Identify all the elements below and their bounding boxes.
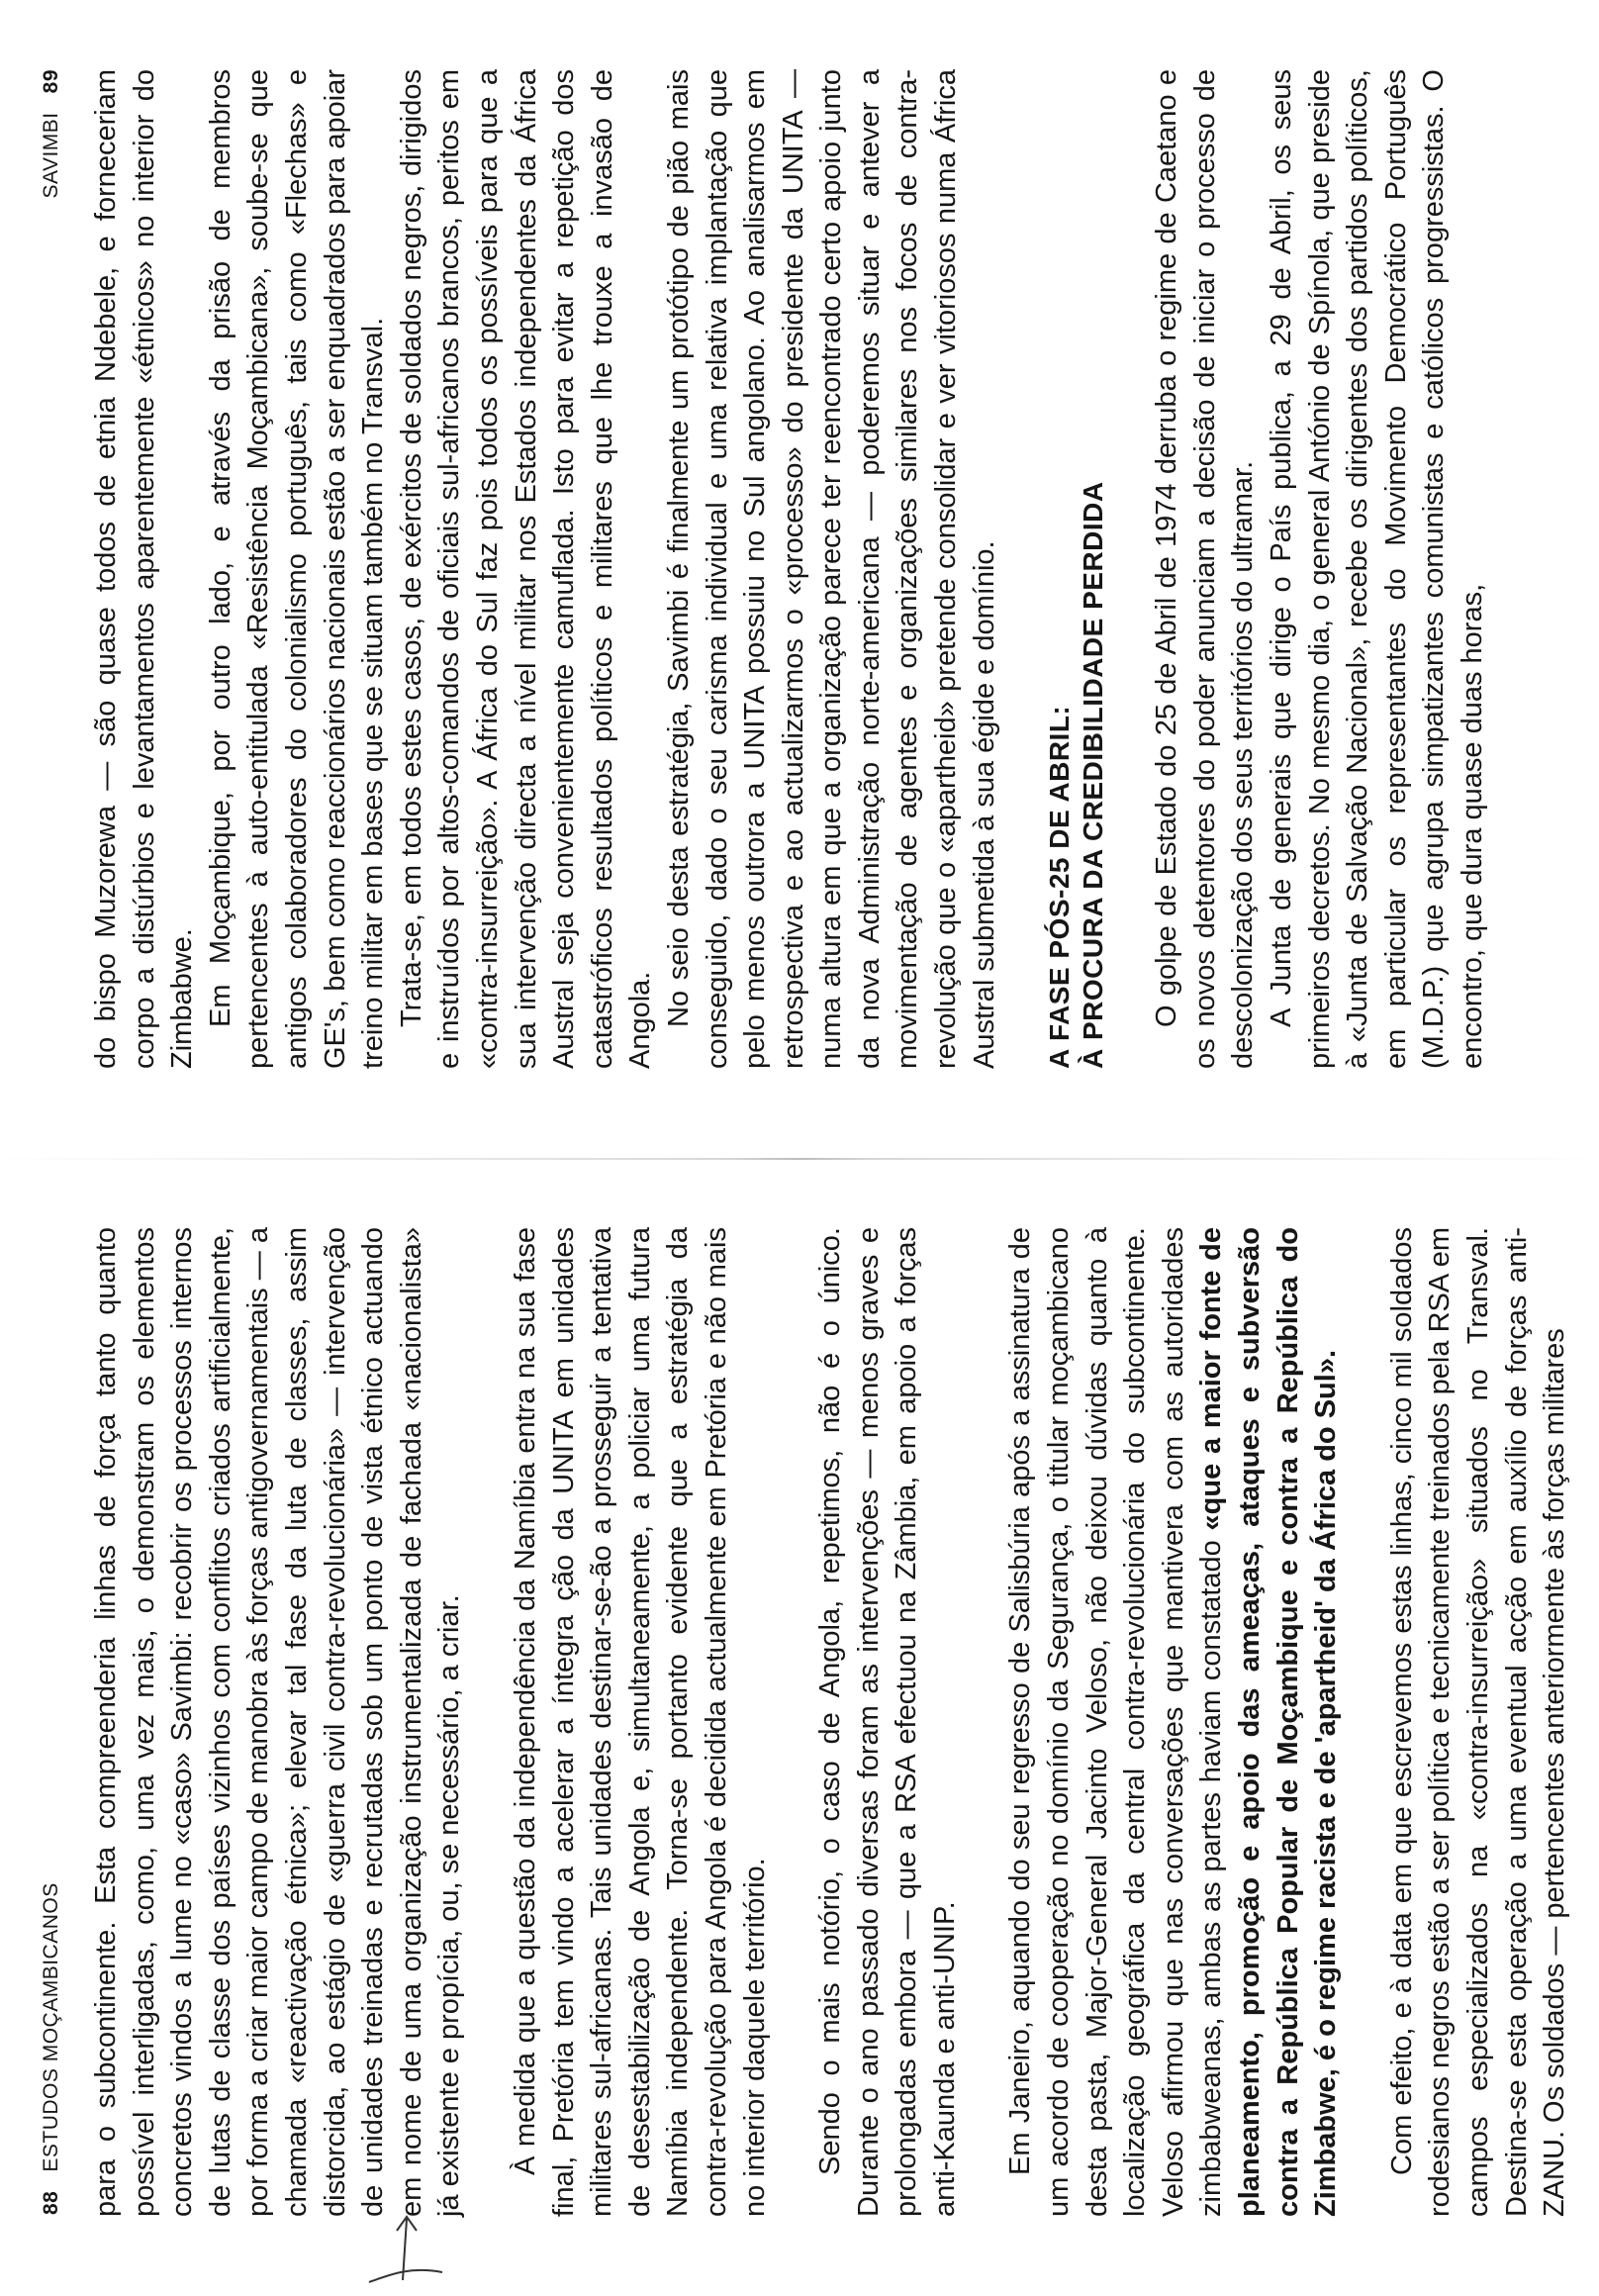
paragraph: À medida que a questão da independência da Namíbia entra na sua fase final, Pretória tem vindo a acelerar a íntegra ção da UNITA em unidades militares sul-africanas. Tais unidades destinar-se-ão a prosseguir a tentativa de desestabilização de Angola e, simultaneamente, a policiar uma futura Namíbia independente. Torna-se portanto evidente que a estratégia da contra-revolução para Angola é decidida actualmente em Pretória e não mais no interior daquele território. bbox=[509, 1227, 771, 2217]
section-heading-line: À PROCURA DA CREDIBILIDADE PERDIDA bbox=[1078, 481, 1109, 1069]
paragraph: Com efeito, e à data em que escrevemos estas linhas, cinco mil soldados rodesianos negros estão a ser política e tecnicamente treinados pela RSA em campos especializados na «contra-insurreição» situados no Transval. Destina-se esta operação a uma eventual acção em auxílio de forças anti-ZANU. Os soldados — pertencentes anteriormente às forças militares bbox=[1385, 1227, 1571, 2217]
paragraph-text: Em Janeiro, aquando do seu regresso de Salisbúria após a assinatura de um acordo de cooperação no domínio da Segurança, o titular moçambicano desta pasta, Major-General Jacinto Veloso, não deixou dúvidas quanto à localização geográfica da central contra-revolucionária do subcontinente. Veloso afirmou que nas conversações que mantivera com as autoridades zimbabweanas, ambas as partes haviam constatado bbox=[1004, 1227, 1228, 2217]
paragraph: Sendo o mais notório, o caso de Angola, repetimos, não é o único. Durante o ano passado diversas foram as intervenções — menos graves e prolongadas embora — que a RSA efectuou na Zâmbia, em apoio a forças anti-Kaunda e anti-UNIP. bbox=[814, 1227, 961, 2217]
right-page-header bbox=[40, 69, 63, 199]
paragraph: A Junta de generais que dirige o País publica, a 29 de Abril, os seus primeiros decretos. No mesmo dia, o general António de Spínola, que preside à «Junta de Salvação Nacional», recebe os dirigentes dos partidos políticos, em particular os representantes do Movimento Democrático Português (M.D.P.) que agrupa simpatizantes comunistas e católicos progressistas. O encontro, que dura quase duas horas, bbox=[1266, 69, 1488, 1069]
paragraph: Em Moçambique, por outro lado, e através da prisão de membros pertencentes à auto-entitulada «Resistência Moçambicana», soube-se que antigos colaboradores do colonialismo português, tais como «Flechas» e GE's, bem como reaccionários nacionais estão a ser enquadrados para apoiar treino militar em bases que se situam também no Transval. bbox=[204, 69, 390, 1069]
paragraph: No seio desta estratégia, Savimbi é finalmente um protótipo de pião mais conseguido, dado o seu carisma individual e uma relativa implantação que pelo menos outrora a UNITA possuiu no Sul angolano. Ao analisarmos em retrospectiva e ao actualizarmos o «processo» do presidente da UNITA — numa altura em que a organização parece ter reencontrado certo apoio junto da nova Administração norte-americana — poderemos situar e antever a movimentação de agentes e organizações similares nos focos de contra-revolução que o «apartheid» pretende consolidar e ver vitoriosos numa África Austral submetida à sua égide e domínio. bbox=[662, 69, 1000, 1069]
handwritten-arrow-icon bbox=[351, 2209, 450, 2288]
paragraph: do bispo Muzorewa — são quase todos de etnia Ndebele, e forneceriam corpo a distúrbios e levantamentos aparentemente «étnicos» no interior do Zimbabwe. bbox=[90, 69, 199, 1069]
bold-quote: «que a maior fonte de planeamento, promoção e apoio das ameaças, ataques e subversão contra a República Popular de Moçambique e contra a República do Zimbabwe, é o regime racista e de 'apartheid' da África do Sul». bbox=[1195, 1227, 1343, 2217]
paragraph: O golpe de Estado do 25 de Abril de 1974 derruba o regime de Caetano e os novos detentores do poder anunciam a decisão de iniciar o processo de descolonização dos seus territórios do ultramar. bbox=[1151, 69, 1260, 1069]
section-heading bbox=[1043, 69, 1110, 1069]
paragraph: para o subcontinente. Esta compreenderia linhas de força tanto quanto possível interligadas, como, uma vez mais, o demonstram os elementos concretos vindos a lume no «caso» Savimbi: recobrir os processos internos de lutas de classe dos países vizinhos com conflitos criados artificialmente, por forma a criar maior campo de manobra às forças antigovernamentais — a chamada «reactivação étnica»; elevar tal fase da luta de classes, assim distorcida, ao estágio de «guerra civil contra-revolucionária» — intervenção de unidades treinadas e recrutadas sob um ponto de vista étnico actuando em nome de uma organização instrumentalizada de fachada «nacionalista» já existente e propícia, ou, se necessário, a criar. bbox=[90, 1227, 466, 2217]
section-heading-line: A FASE PÓS-25 DE ABRIL: bbox=[1044, 705, 1076, 1069]
left-page-header bbox=[40, 1882, 63, 2215]
page-number-left: 88 bbox=[40, 2190, 62, 2215]
left-page-text bbox=[87, 1227, 1574, 2217]
running-title-left: ESTUDOS MOÇAMBICANOS bbox=[40, 1882, 62, 2172]
running-title-right: SAVIMBI bbox=[40, 112, 62, 199]
page-gutter bbox=[0, 1158, 1599, 1160]
page-number-right: 89 bbox=[40, 69, 62, 94]
paragraph: Trata-se, em todos estes casos, de exércitos de soldados negros, dirigidos e instruídos por altos-comandos de oficiais sul-africanos brancos, peritos em «contra-insurreição». A África do Sul faz pois todos os possíveis para que a sua intervenção directa a nível militar nos Estados independentes da África Austral seja convenientemente camuflada. Isto para evitar a repetição dos catastróficos resultados políticos e militares que lhe trouxe a invasão de Angola. bbox=[395, 69, 657, 1069]
left-page bbox=[0, 1148, 1599, 2296]
paragraph-with-quote bbox=[1001, 1227, 1345, 2217]
right-page-text bbox=[87, 69, 1492, 1069]
